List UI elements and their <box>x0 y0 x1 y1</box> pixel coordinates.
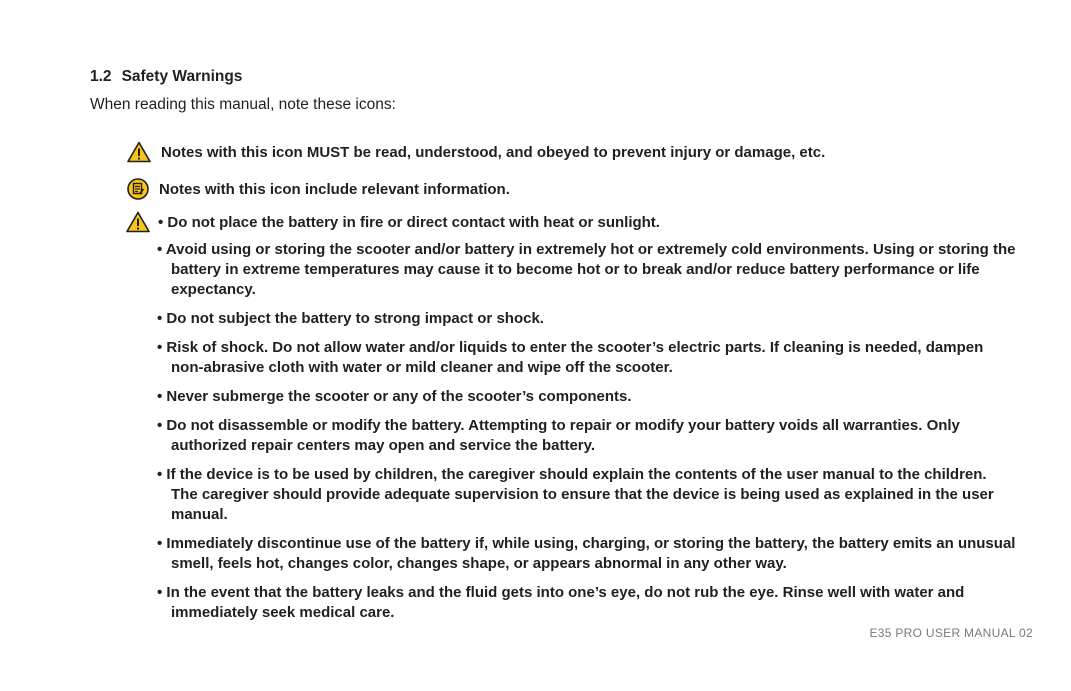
warning-item: • Immediately discontinue use of the battery if, while using, charging, or storing the battery, the battery emits an unusual smell, feels hot, changes color, changes shape, or appears abnormal in any other way. <box>157 535 1016 572</box>
legend-warning-text: Notes with this icon MUST be read, understood, and obeyed to prevent injury or damage, etc. <box>161 143 826 161</box>
warning-triangle-icon <box>126 211 150 233</box>
warning-item: • Never submerge the scooter or any of the scooter’s components. <box>157 388 632 405</box>
warning-item: • Do not subject the battery to strong impact or shock. <box>157 310 544 327</box>
legend-note-text: Notes with this icon include relevant information. <box>159 180 510 198</box>
legend-warning-row <box>127 141 825 163</box>
intro-text: When reading this manual, note these icons: <box>90 96 396 113</box>
warning-item: • Do not place the battery in fire or direct contact with heat or sunlight. <box>158 213 660 231</box>
legend-note-row <box>127 178 510 200</box>
warning-item: • In the event that the battery leaks and the fluid gets into one’s eye, do not rub the eye. Rinse well with water and immediately seek medical care. <box>157 584 965 621</box>
warning-list <box>157 240 1017 632</box>
section-title-text: Safety Warnings <box>121 68 243 85</box>
section-title <box>90 68 242 86</box>
warning-item: • Risk of shock. Do not allow water and/or liquids to enter the scooter’s electric parts. If cleaning is needed, dampen non-abrasive cloth with water or mild cleaner and wipe off the scooter. <box>157 339 984 376</box>
first-warning-row <box>126 211 660 233</box>
warning-item: • If the device is to be used by children, the caregiver should explain the contents of the user manual to the children. The caregiver should provide adequate supervision to ensure that the device is being used as explained in the user manual. <box>157 466 994 523</box>
warning-item: • Avoid using or storing the scooter and/or battery in extremely hot or extremely cold environments. Using or storing the battery in extreme temperatures may cause it to become hot or to break and/or reduce battery performance or life expectancy. <box>157 241 1016 298</box>
note-icon <box>127 178 149 200</box>
section-number: 1.2 <box>90 68 112 85</box>
warning-triangle-icon <box>127 141 151 163</box>
warning-item: • Do not disassemble or modify the battery. Attempting to repair or modify your battery voids all warranties. Only authorized repair centers may open and service the battery. <box>157 417 960 454</box>
page-footer: E35 PRO USER MANUAL 02 <box>869 626 1033 640</box>
